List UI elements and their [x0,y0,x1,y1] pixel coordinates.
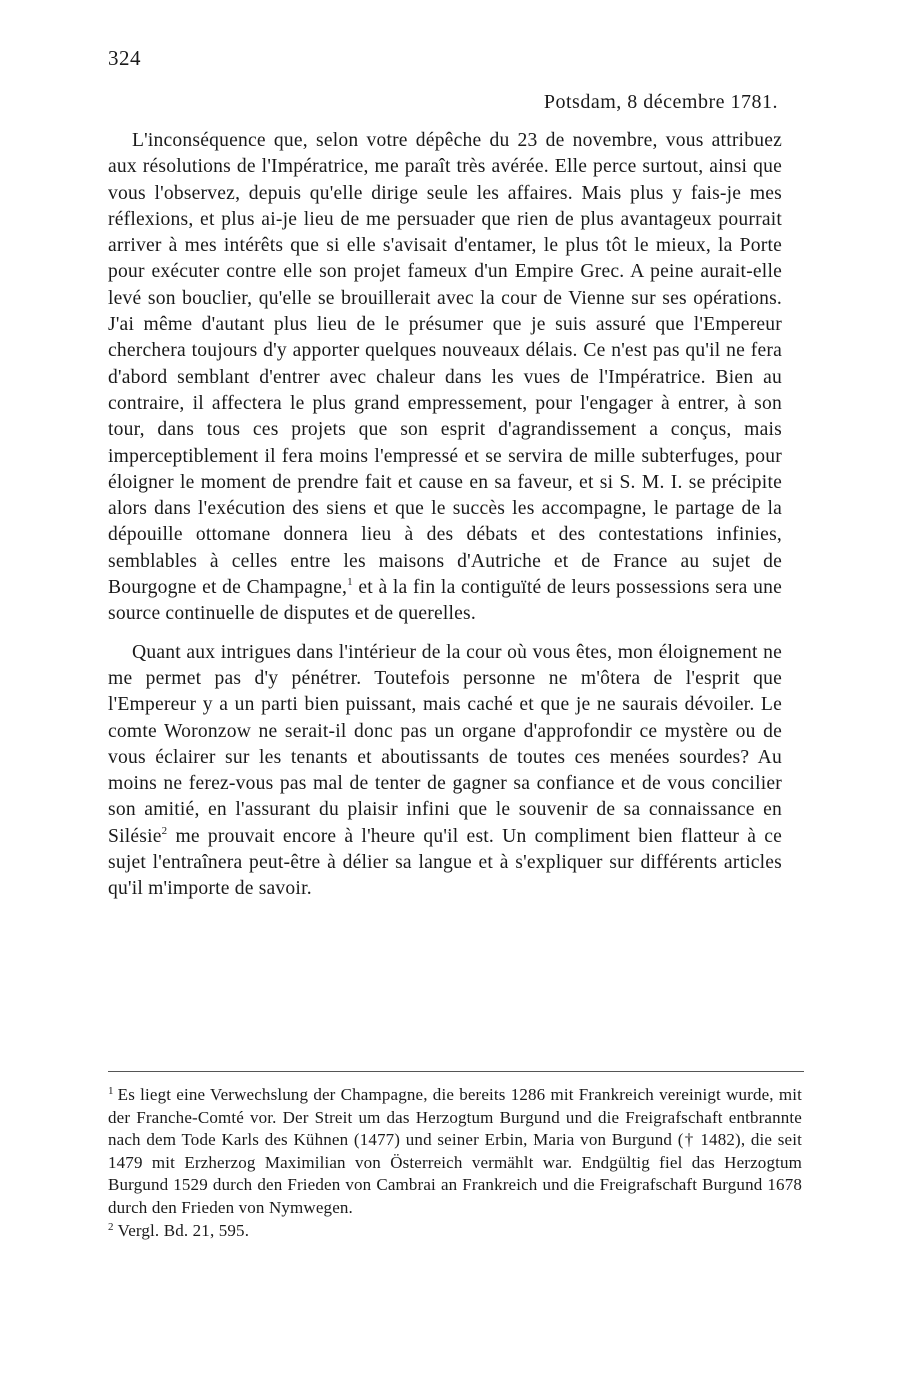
footnote-mark: 1 [108,1085,114,1097]
footnote [108,1220,802,1243]
letter-dateline: Potsdam, 8 décembre 1781. [543,91,778,113]
footnote-text: Vergl. Bd. 21, 595. [117,1220,250,1240]
footnote-reference: 2 [161,824,168,837]
footnote [108,1084,802,1220]
footnote-divider [108,1071,804,1072]
footnote-text: Es liegt eine Verwechslung der Champagne, die bereits 1286 mit Frankreich vereinigt wurde, mit der Franche-Comté vor. Der Streit um das Herzogtum Burgund und die Freigrafschaft entbrannte nach dem Tode Karls des Kühnen (1477) und seiner Erbin, Maria von Burgund († 1482), die seit 1479 mit Erzherzog Maximilian von Österreich vermählt war. Endgültig fiel das Herzogtum Burgund 1529 durch den Frieden von Cambrai an Frankreich und die Freigrafschaft Burgund 1678 durch den Frieden von Nymwegen. [108,1085,802,1217]
paragraph-text: Quant aux intrigues dans l'intérieur de la cour où vous êtes, mon éloignement ne me permet pas d'y pénétrer. Toutefois personne ne m'ôtera de l'esprit que l'Empereur y a un parti bien puissant, mais caché et que je ne saurais dévoiler. Le comte Woronzow ne serait-il donc pas un organe d'approfondir ce mystère ou de vous éclairer sur les tenants et aboutissants de toutes ces menées sourdes? Au moins ne ferez-vous pas mal de tenter de gagner sa confiance et de vous concilier son amitié, en l'assurant du plaisir infini que le souvenir de sa connaissance en Silésie [108,641,782,847]
body-paragraph [108,640,782,903]
paragraph-text: L'inconséquence que, selon votre dépêche du 23 de novembre, vous attribuez aux résolutions de l'Impératrice, me paraît très avérée. Elle perce surtout, ainsi que vous l'observez, depuis qu'elle dirige seule les affaires. Mais plus y fais-je mes réflexions, et plus ai-je lieu de me persuader que rien de plus avantageux pourrait arriver à mes intérêts que si elle s'avisait d'entamer, le plus tôt le mieux, la Porte pour exécuter contre elle son projet fameux d'un Empire Grec. A peine aurait-elle levé son bouclier, qu'elle se brouillerait avec la cour de Vienne sur ses opérations. J'ai même d'autant plus lieu de le présumer que je suis assuré que l'Empereur cherchera toujours d'y apporter quelques nouveaux délais. Ce n'est pas qu'il ne fera d'abord semblant d'entrer avec chaleur dans les vues de l'Impératrice. Bien au contraire, il affectera le plus grand empressement, pour l'engager à entrer, à son tour, dans tous ces projets que son esprit d'agrandissement a conçus, mais imperceptiblement il fera moins l'empressé et se servira de mille subterfuges, pour éloigner le moment de prendre fait et cause en sa faveur, et si S. M. I. se précipite alors dans l'exécution des siens et que le succès les accompagne, le partage de la dépouille ottomane donnera lieu à des débats et des contestations infinies, semblables à celles entre les maisons d'Autriche et de France au sujet de Bourgogne et de Champagne, [108,130,782,599]
paragraph-text: me prouvait encore à l'heure qu'il est. Un compliment bien flatteur à ce sujet l'entraînera peut-être à délier sa langue et à s'expliquer sur différents articles qu'il m'importe de savoir. [108,825,782,900]
footnote-reference: 1 [347,576,353,589]
page-number: 324 [108,46,141,70]
letter-body [108,128,782,903]
paragraph-text: et à la fin la contiguïté de leurs possessions sera une source continuelle de disputes et de querelles. [108,577,782,625]
footnote-mark: 2 [108,1220,114,1233]
body-paragraph [108,128,782,628]
footnotes [108,1084,802,1242]
